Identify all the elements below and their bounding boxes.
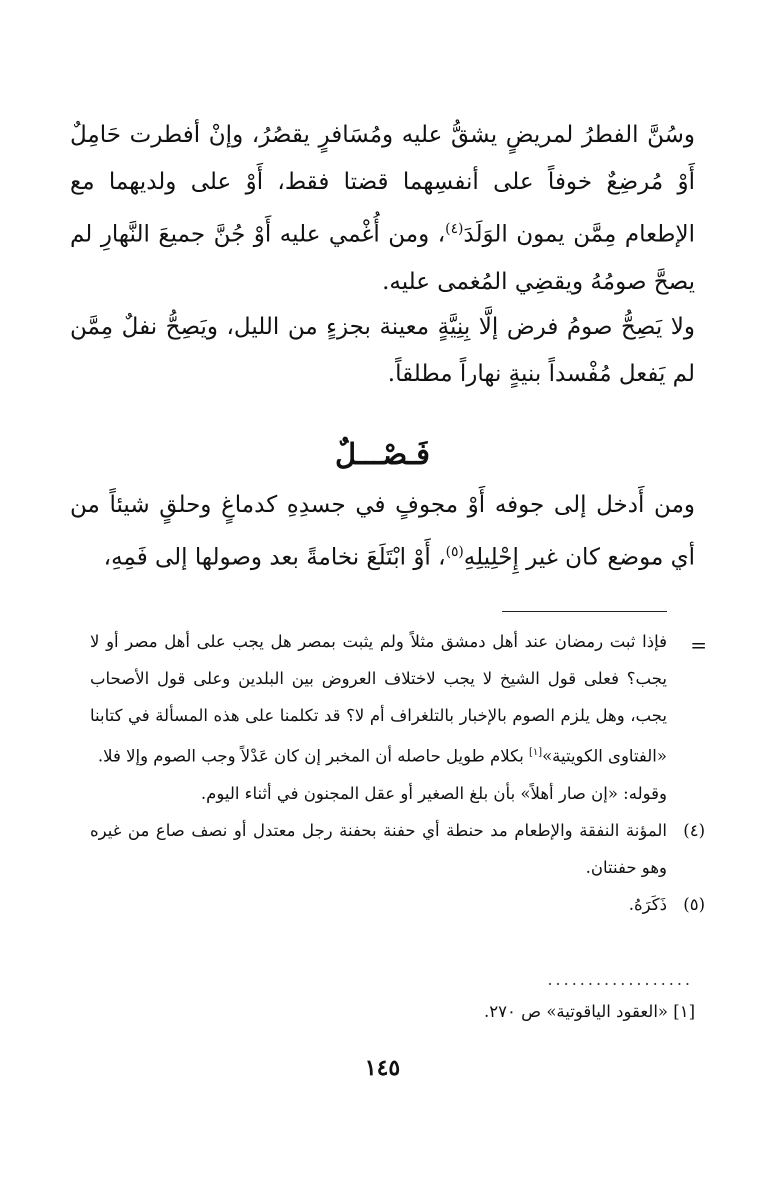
footnote-ref-5: (٥)	[445, 544, 464, 560]
paragraph-fasting-intention: ولا يَصِحُّ صومُ فرض إلَّا بِنِيَّةٍ معينة بجزءٍ من الليل، ويَصِحُّ نفلٌ مِمَّن لم يَفعل مُفْسداً بنيةٍ نهاراً مطلقاً.	[70, 314, 695, 387]
endnote: [١] «العقود الياقوتية» ص ٢٧٠.	[484, 1002, 695, 1021]
footnote-text: فإذا ثبت رمضان عند أهل دمشق مثلاً ولم يثبت بمصر هل يجب على أهل مصر أو لا يجب؟ فعلى قول الشيخ لا يجب لاختلاف العروض بين البلدين وعلى قول الأصحاب يجب، وهل يلزم الصوم بالإخبار بالتلغراف أم لا؟ قد تكلمنا على هذه المسألة في كتابنا «الفتاوى الكويتية»	[90, 632, 667, 766]
separator-dots: ..................	[547, 970, 693, 989]
footnote-number: (٥)	[683, 894, 705, 914]
footnote-text: المؤنة النفقة والإطعام مد حنطة أي حفنة بحفنة رجل معتدل أو نصف صاع من غيره وهو حفنتان.	[90, 820, 667, 877]
endnote-ref-1: [١]	[529, 747, 543, 758]
footnotes	[90, 623, 705, 923]
footnote-continued	[90, 623, 693, 775]
paragraph-text: ومن أَدخل إلى جوفه أَوْ مجوفٍ في جسدِهِ كدماغٍ وحلقٍ شيئاً من أي موضع كان غير إِحْلِيلِهِ	[70, 492, 695, 571]
paragraph-fasting-invalidators	[70, 482, 695, 582]
footnote-5	[90, 886, 705, 923]
paragraph-text: ، أَوْ ابْتَلَعَ نخامةً بعد وصولها إلى فَمِهِ،	[103, 544, 446, 571]
footnote-ref-4: (٤)	[445, 221, 464, 237]
paragraph-fasting-exemptions	[70, 112, 695, 306]
footnote-text: بكلام طويل حاصله أن المخبر إن كان عَدْلاً وجب الصوم وإلا فلا.	[97, 746, 530, 766]
section-title: فَـصْـــلٌ	[335, 437, 430, 471]
footnote-divider	[502, 611, 667, 612]
paragraph-text: ، ومن أُغْمي عليه أَوْ جُنَّ جميعَ النَّهارِ لم يصحَّ صومُهُ ويقضِي المُغمى عليه.	[70, 221, 695, 295]
footnote-continuation-mark: =	[690, 633, 707, 657]
footnote-continued-2: وقوله: «إن صار أهلاً» بأن بلغ الصغير أو عقل المجنون في أثناء اليوم.	[200, 783, 667, 803]
paragraph-text: وسُنَّ الفطرُ لمريضٍ يشقُّ عليه ومُسَافرٍ يقصُرُ، وإنْ أفطرت حَامِلٌ أَوْ مُرضِعٌ خوفاً على أنفسِهما قضتا فقط، أَوْ على ولديهما مع الإطعام مِمَّن يمون الوَلَدَ	[70, 122, 695, 248]
footnote-number: (٤)	[683, 820, 705, 840]
footnote-text: ذَكَرَهُ.	[628, 894, 667, 914]
footnote-4	[90, 812, 705, 886]
page-number: ١٤٥	[364, 1055, 401, 1081]
